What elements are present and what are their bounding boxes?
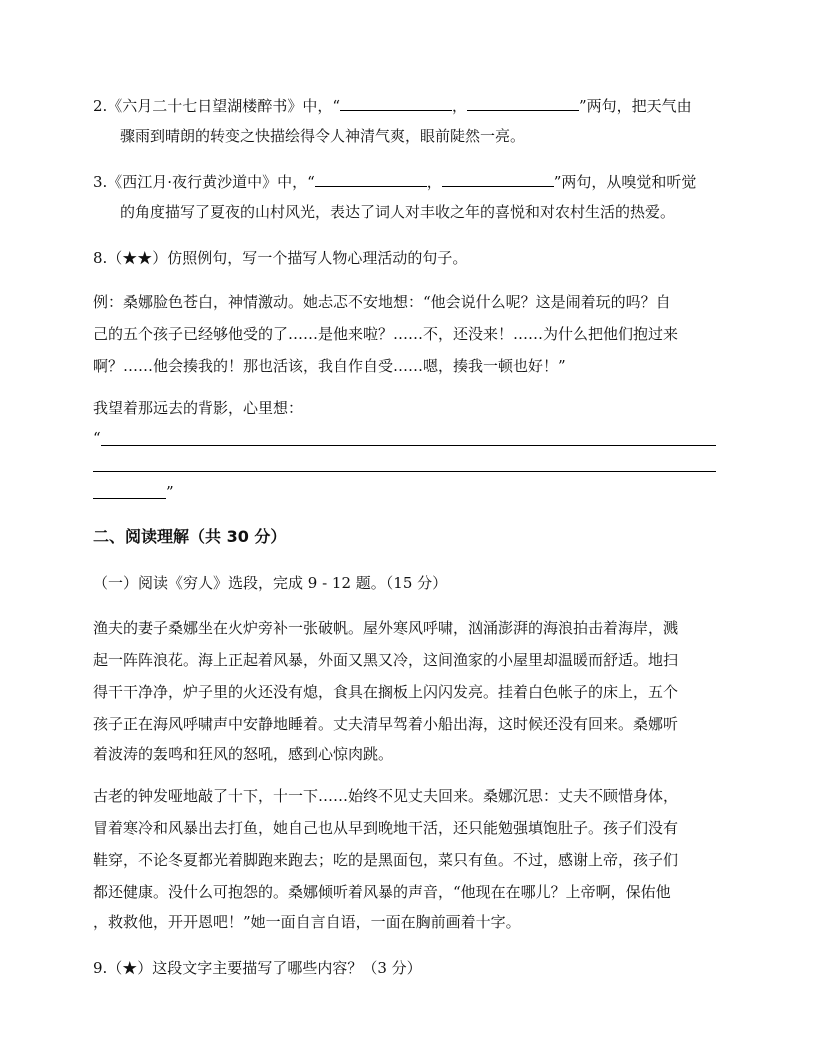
example-line-1: 例：桑娜脸色苍白，神情激动。她忐忑不安地想：“他会说什么呢？这是闹着玩的吗？自 xyxy=(93,293,671,311)
question-3-blank-1[interactable] xyxy=(315,172,427,187)
paragraph-1-line-4: 孩子正在海风呼啸声中安静地睡着。丈夫清早驾着小船出海，这时候还没有回来。桑娜听 xyxy=(93,715,679,733)
question-8-prompt: 8.（★★）仿照例句，写一个描写人物心理活动的句子。 xyxy=(93,249,468,267)
question-3-comma: ， xyxy=(426,173,442,191)
passage-intro: （一）阅读《穷人》选段，完成 9 - 12 题。（15 分） xyxy=(93,574,448,592)
question-2-line-1 xyxy=(93,96,692,116)
paragraph-1-line-5: 着波涛的轰鸣和狂风的怒吼，感到心惊肉跳。 xyxy=(93,745,394,763)
question-9-prompt: 9.（★）这段文字主要描写了哪些内容？（3 分） xyxy=(93,959,422,977)
question-3-text-before: 3.《西江月·夜行黄沙道中》中，“ xyxy=(93,173,315,191)
paragraph-2-line-2: 冒着寒冷和风暴出去打鱼，她自己也从早到晚地干活，还只能勉强填饱肚子。孩子们没有 xyxy=(93,819,679,837)
example-line-3: 啊？……他会揍我的！那也活该，我自作自受……嗯，揍我一顿也好！” xyxy=(93,357,566,375)
example-line-2: 己的五个孩子已经够他受的了……是他来啦？……不，还没来！……为什么把他们抱过来 xyxy=(93,325,679,343)
question-3-line-2: 的角度描写了夏夜的山村风光，表达了词人对丰收之年的喜悦和对农村生活的热爱。 xyxy=(120,203,676,221)
paragraph-2-line-3: 鞋穿，不论冬夏都光着脚跑来跑去；吃的是黑面包，菜只有鱼。不过，感谢上帝，孩子们 xyxy=(93,851,679,869)
paragraph-1-line-3: 得干干净净，炉子里的火还没有熄，食具在搁板上闪闪发亮。挂着白色帐子的床上，五个 xyxy=(93,683,679,701)
paragraph-2-line-5: ，救救他，开开恩吧！”她一面自言自语，一面在胸前画着十字。 xyxy=(93,913,521,931)
answer-line-1[interactable] xyxy=(101,445,716,446)
question-2-blank-1[interactable] xyxy=(340,96,452,111)
question-2-line-2: 骤雨到晴朗的转变之快描绘得令人神清气爽，眼前陡然一亮。 xyxy=(120,127,526,145)
question-3-line-1 xyxy=(93,172,696,192)
section-2-title: 二、阅读理解（共 30 分） xyxy=(93,527,287,546)
answer-open-quote: “ xyxy=(93,429,101,447)
paragraph-1-line-1: 渔夫的妻子桑娜坐在火炉旁补一张破帆。屋外寒风呼啸，汹涌澎湃的海浪拍击着海岸，溅 xyxy=(93,619,679,637)
question-2-comma: ， xyxy=(451,97,467,115)
answer-close-quote: ” xyxy=(166,483,174,501)
question-3-text-after: ”两句，从嗅觉和听觉 xyxy=(553,173,697,191)
question-3-blank-2[interactable] xyxy=(442,172,554,187)
paragraph-2-line-1: 古老的钟发哑地敲了十下，十一下……始终不见丈夫回来。桑娜沉思：丈夫不顾惜身体， xyxy=(93,787,679,805)
answer-lead: 我望着那远去的背影，心里想： xyxy=(93,399,304,417)
question-2-text-before: 2.《六月二十七日望湖楼醉书》中，“ xyxy=(93,97,340,115)
question-2-blank-2[interactable] xyxy=(467,96,579,111)
answer-line-2[interactable] xyxy=(93,471,716,472)
answer-line-3[interactable] xyxy=(93,498,166,499)
question-2-text-after: ”两句，把天气由 xyxy=(579,97,692,115)
paragraph-1-line-2: 起一阵阵浪花。海上正起着风暴，外面又黑又冷，这间渔家的小屋里却温暖而舒适。地扫 xyxy=(93,651,679,669)
paragraph-2-line-4: 都还健康。没什么可抱怨的。桑娜倾听着风暴的声音，“他现在在哪儿？上帝啊，保佑他 xyxy=(93,883,671,901)
